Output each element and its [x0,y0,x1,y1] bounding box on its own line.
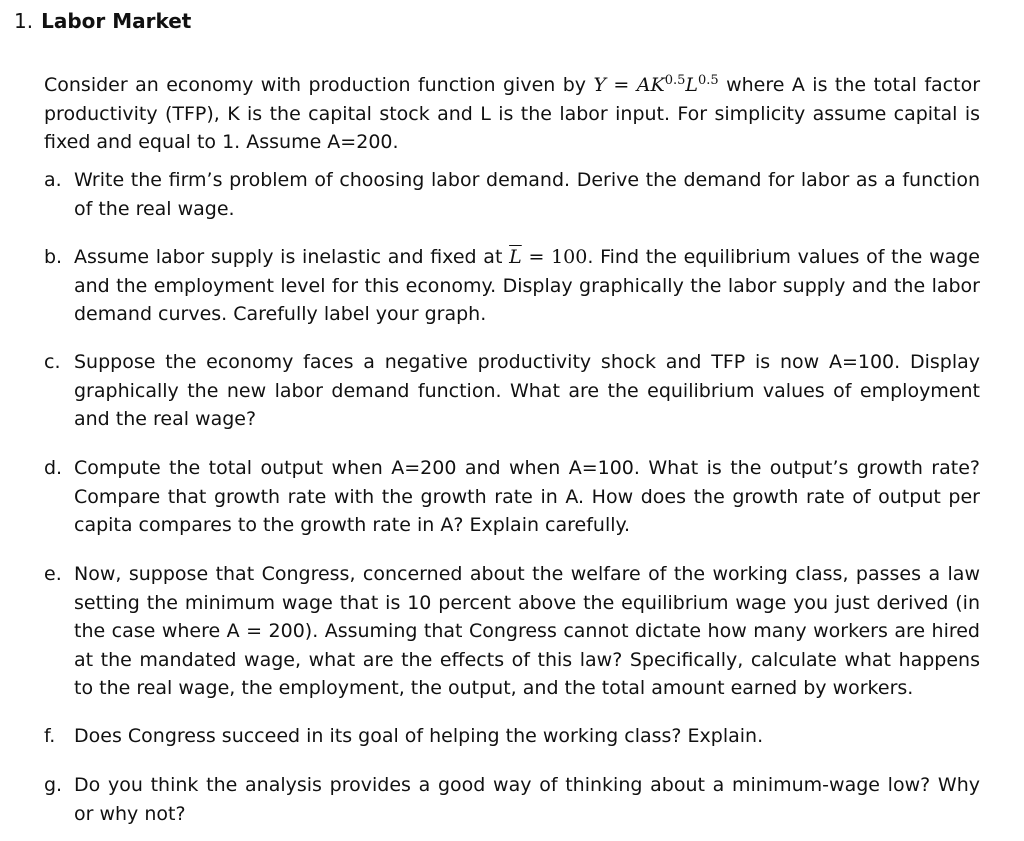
formula-a: A [636,74,651,96]
formula-l: L [685,74,698,96]
intro-text-start: Consider an economy with production function given by [44,74,594,96]
question-text: Does Congress succeed in its goal of helping the working class? Explain. [74,725,764,747]
question-text: Suppose the economy faces a negative productivity shock and TFP is now A=100. Display graphically the new labor demand function. What are the equilibrium values of employment and the real wage? [74,351,980,430]
question-a [44,166,980,223]
formula-equals: = [605,74,637,96]
formula-l-exponent: 0.5 [698,73,719,88]
question-g [44,771,980,828]
question-c [44,348,980,434]
question-label: b. [44,246,63,268]
question-text: Write the firm’s problem of choosing labor demand. Derive the demand for labor as a function of the real wage. [74,169,980,220]
formula-y: Y [593,74,606,96]
question-label: f. [44,725,56,747]
question-text: Now, suppose that Congress, concerned about the welfare of the working class, passes a law setting the minimum wage that is 10 percent above the equilibrium wage you just derived (in the case where A = 200). Assuming that Congress cannot dictate how many workers are hired at the mandated wage, what are the effects of this law? Specifically, calculate what happens to the real wage, the employment, the output, and the total amount earned by workers. [74,563,980,699]
question-b-text-start: Assume labor supply is inelastic and fixed at [74,246,510,268]
question-label: a. [44,169,62,191]
question-e [44,560,980,703]
formula-k: K [650,74,665,96]
question-label: c. [44,351,61,373]
question-label: e. [44,563,62,585]
question-d [44,454,980,540]
intro-text-end: where A is the total factor productivity (TFP), K is the capital stock and L is the labor input. For simplicity assume capital is fixed and equal to 1. Assume A=200. [44,74,981,153]
problem-number: 1. [14,9,34,33]
question-f [44,722,980,751]
problem-title: Labor Market [41,9,192,33]
question-label: g. [44,774,63,796]
question-text [74,243,980,329]
question-text: Do you think the analysis provides a good way of thinking about a minimum-wage low? Why or why not? [74,774,980,825]
labor-supply-formula [509,246,587,268]
question-b-text-end: . Find the equilibrium values of the wage and the employment level for this economy. Display graphically the labor supply and the labor demand curves. Carefully label your graph. [74,246,980,325]
formula-k-exponent: 0.5 [664,73,686,88]
intro-paragraph [44,71,980,157]
labor-supply-value: = 100 [521,246,588,268]
problem-heading [14,8,191,34]
production-function-formula [593,74,718,96]
labor-supply-symbol: $\overline{L}$ [509,246,522,268]
question-label: d. [44,457,63,479]
question-b [44,243,980,329]
question-text: Compute the total output when A=200 and when A=100. What is the output’s growth rate? Compare that growth rate with the growth rate in A. How does the growth rate of output per capita compares to the growth rate in A? Explain carefully. [74,457,980,536]
